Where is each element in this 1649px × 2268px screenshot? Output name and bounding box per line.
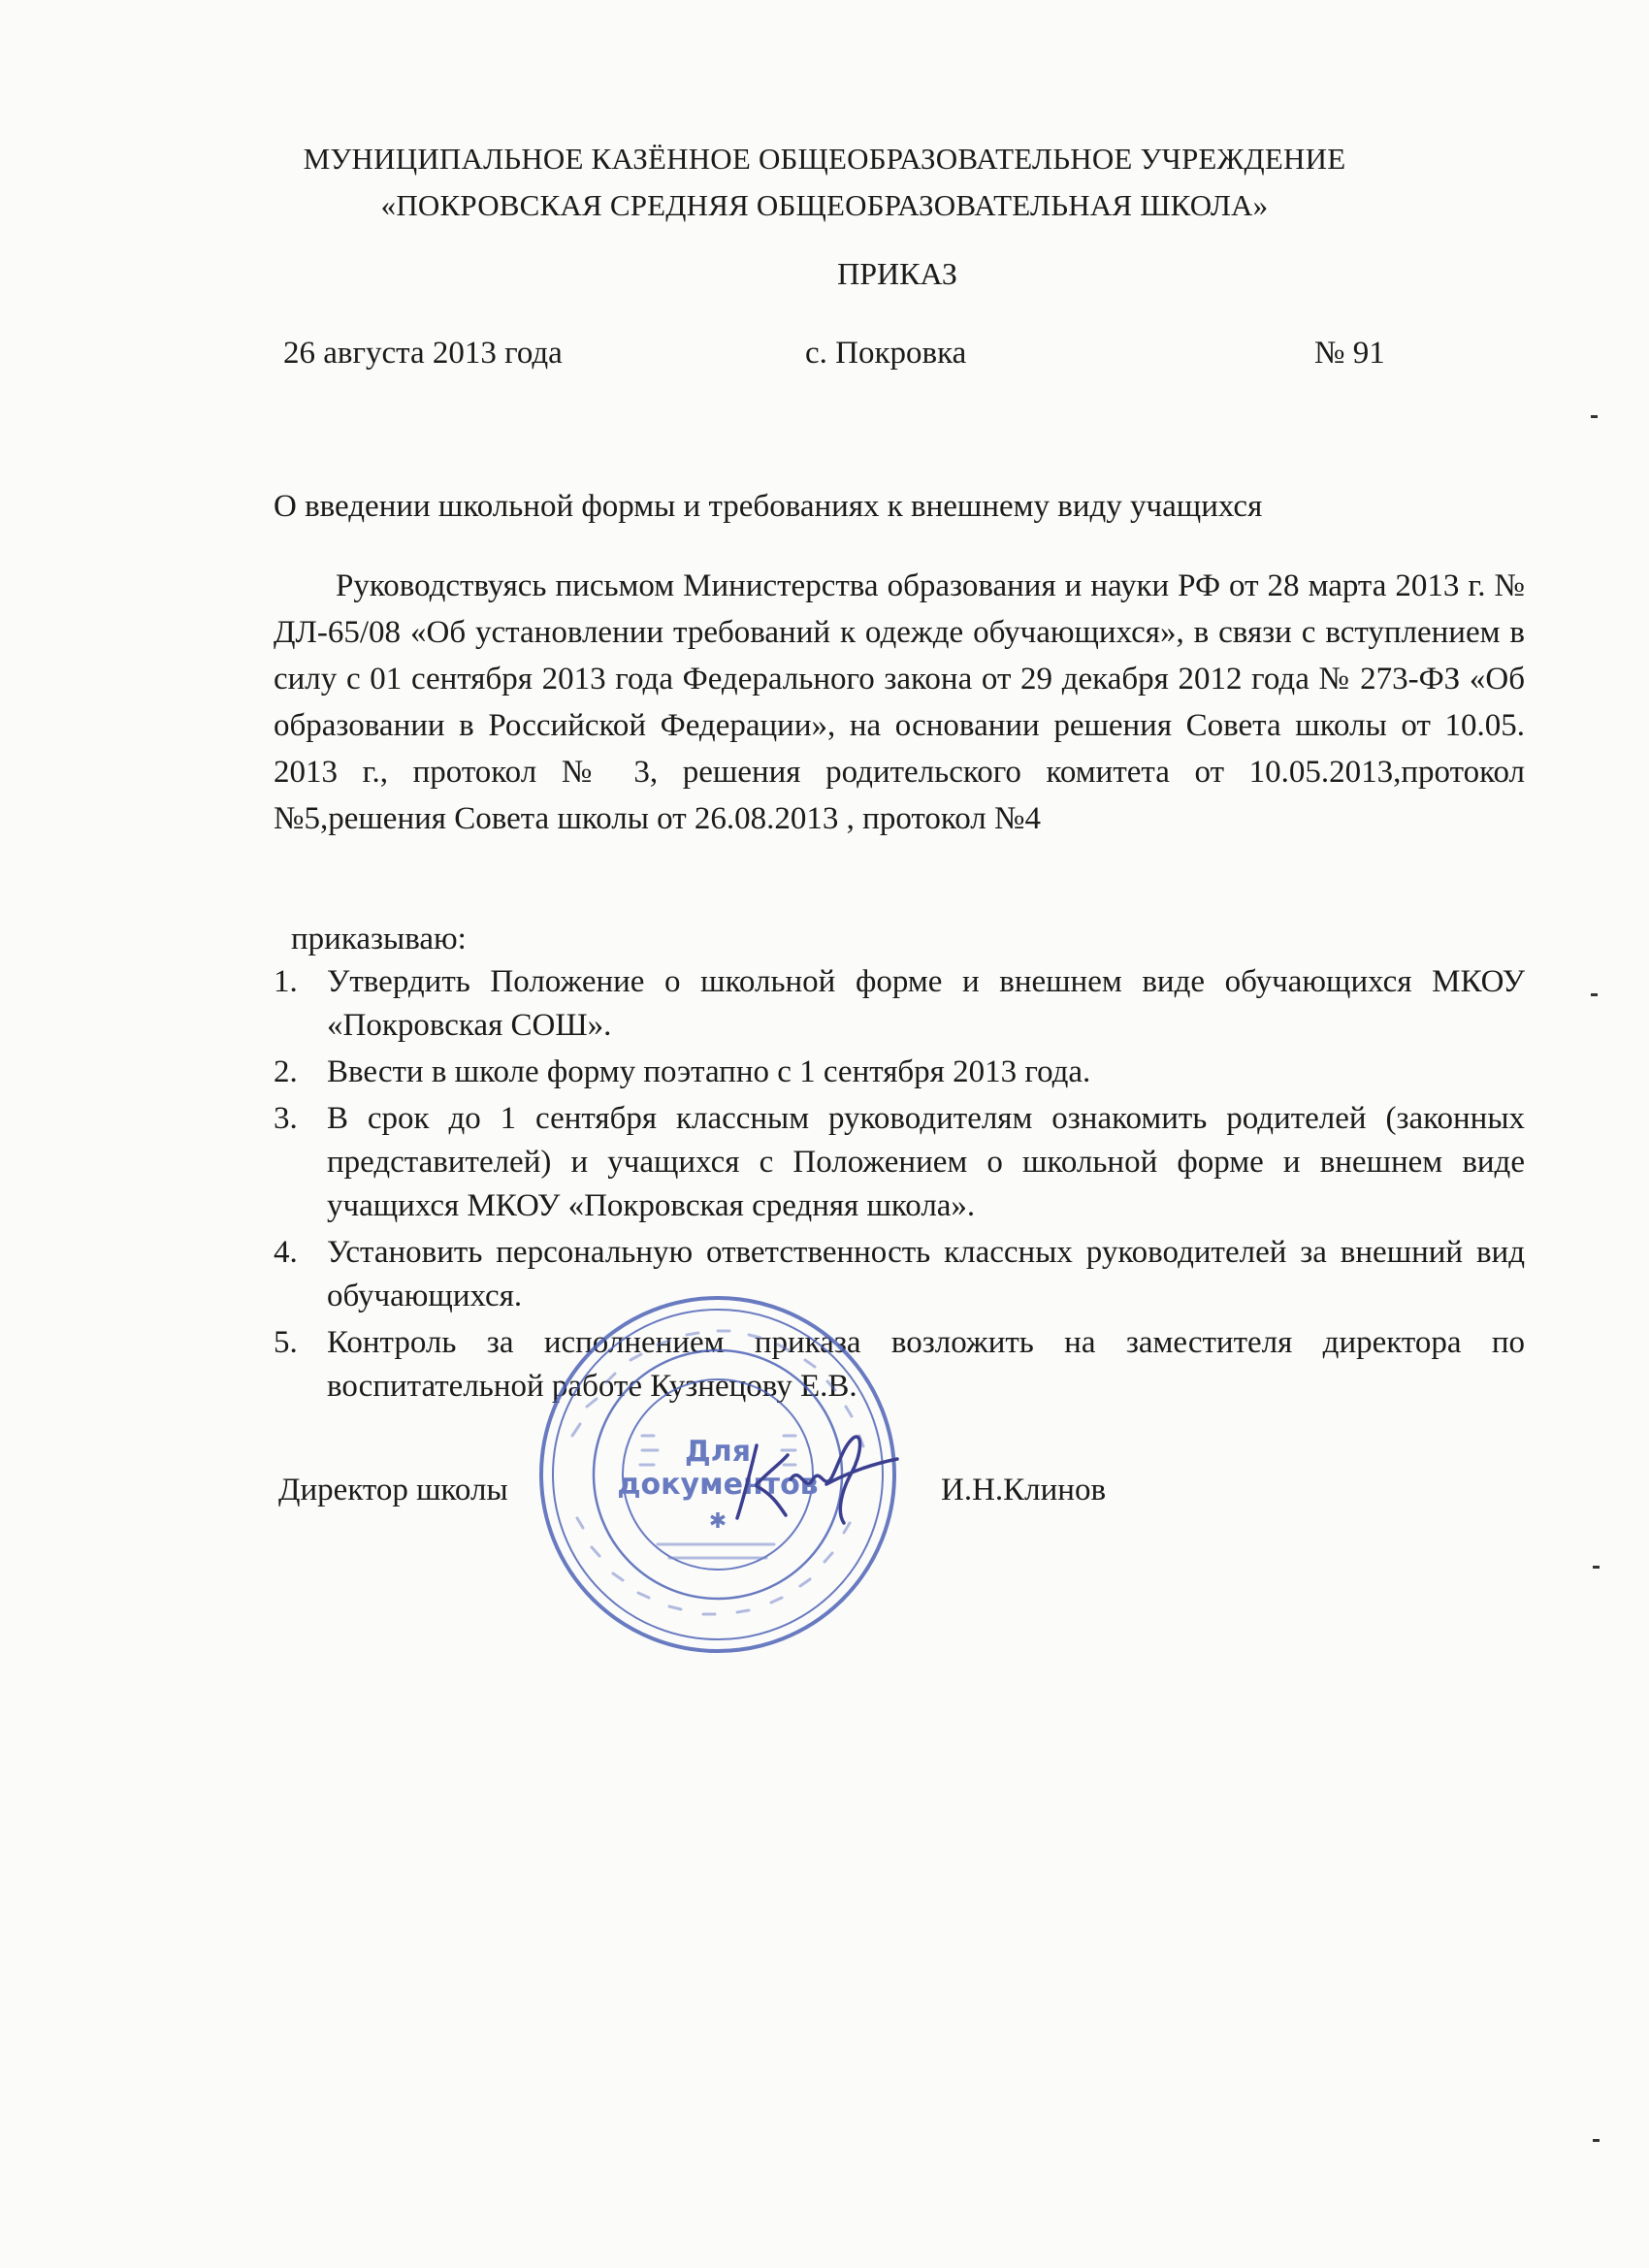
org-name-line-1: МУНИЦИПАЛЬНОЕ КАЗЁННОЕ ОБЩЕОБРАЗОВАТЕЛЬНОЕ УЧРЕЖДЕНИЕ [303,142,1346,176]
doc-type-title: ПРИКАЗ [837,256,957,291]
item-number: 4. [274,1235,298,1270]
order-date: 26 августа 2013 года [283,336,563,371]
item-text: Утвердить Положение о школьной форме и внешнем виде обучающихся МКОУ «Покровская СОШ». [327,964,1525,1043]
order-item [274,1097,1525,1228]
svg-text:✱: ✱ [708,1509,728,1534]
item-text: Контроль за исполнением приказа возложить на заместителя директора по воспитательной работе Кузнецову Е.В. [327,1325,1525,1404]
stamp-text-1: Для [685,1435,751,1469]
stamp-text-2: документов [617,1468,819,1502]
signatory-title: Директор школы [278,1473,508,1507]
order-word: приказываю: [291,922,467,956]
signatory-name: И.Н.Клинов [941,1473,1107,1507]
order-item [274,1051,1525,1094]
scan-speck [1593,2139,1600,2142]
item-number: 2. [274,1054,298,1089]
org-name-line-2: «ПОКРОВСКАЯ СРЕДНЯЯ ОБЩЕОБРАЗОВАТЕЛЬНАЯ ШКОЛА» [380,188,1269,222]
scan-speck [1591,993,1598,996]
order-place: с. Покровка [805,336,967,371]
item-number: 1. [274,964,298,999]
order-item [274,960,1525,1048]
scan-speck [1591,415,1598,418]
item-text: В срок до 1 сентября классным руководителям ознакомить родителей (законных представителей) и учащихся с Положением о школьной форме и внешнем виде учащихся МКОУ «Покровская средняя школа». [327,1101,1525,1223]
item-number: 5. [274,1325,298,1360]
item-text: Установить персональную ответственность классных руководителей за внешний вид обучающихся. [327,1235,1525,1313]
item-text: Ввести в школе форму поэтапно с 1 сентября 2013 года. [327,1054,1091,1089]
order-subject: О введении школьной формы и требованиях к внешнему виду учащихся [274,489,1263,524]
handwritten-signature [718,1426,902,1533]
order-number: № 91 [1314,336,1385,371]
item-number: 3. [274,1101,298,1136]
order-preamble: Руководствуясь письмом Министерства образования и науки РФ от 28 марта 2013 г. № ДЛ-65/08 «Об установлении требований к одежде обучающихся», в связи с вступлением в силу с 01 сентября 2013 года Федерального закона от 29 декабря 2012 года № 273-ФЗ «Об образовании в Российской Федерации», на основании решения Совета школы от 10.05. 2013 г., протокол № 3, решения родительского комитета от 10.05.2013,протокол №5,решения Совета школы от 26.08.2013 , протокол №4 [274,568,1525,836]
scan-speck [1593,1566,1600,1569]
